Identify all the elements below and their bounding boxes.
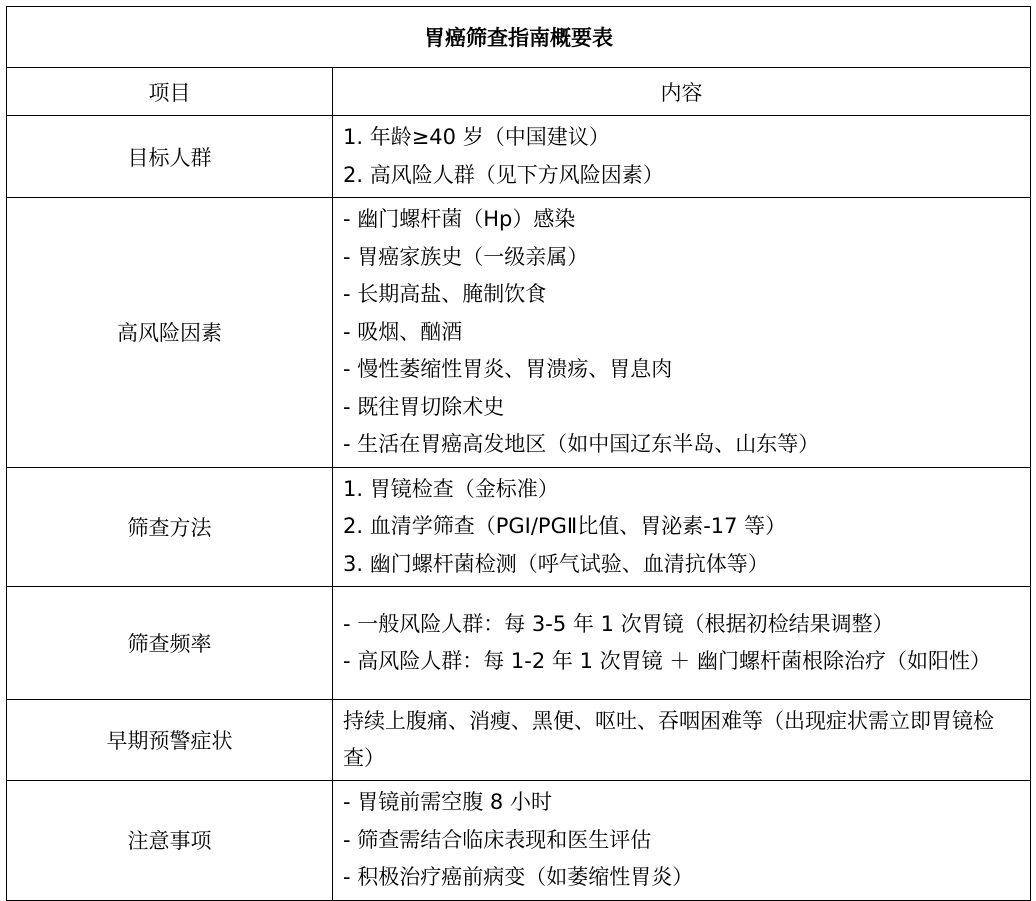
header-content: 内容: [333, 68, 1031, 116]
row-content: [333, 700, 1031, 781]
row-item-label: 目标人群: [7, 116, 333, 198]
content-line: - 筛查需结合临床表现和医生评估: [343, 827, 652, 852]
row-content: [333, 116, 1031, 198]
row-content: [333, 198, 1031, 468]
content-line: - 慢性萎缩性胃炎、胃溃疡、胃息肉: [343, 357, 673, 381]
content-line: - 幽门螺杆菌（Hp）感染: [343, 207, 576, 231]
content-line: - 吸烟、酗酒: [343, 319, 463, 344]
content-line: - 长期高盐、腌制饮食: [343, 282, 547, 306]
content-line: 3. 幽门螺杆菌检测（呼气试验、血清抗体等）: [343, 551, 769, 576]
row-content: [333, 587, 1031, 700]
table-title: 胃癌筛查指南概要表: [7, 7, 1031, 68]
content-line: - 既往胃切除术史: [343, 394, 505, 419]
table-row-screening-methods: [7, 467, 1031, 587]
content-line: - 积极治疗癌前病变（如萎缩性胃炎）: [343, 865, 694, 889]
table-row-target-population: [7, 116, 1031, 198]
content-line: 1. 胃镜检查（金标准）: [343, 476, 559, 501]
row-item-label: 高风险因素: [7, 198, 333, 468]
header-row: [7, 68, 1031, 116]
table-row-precautions: [7, 781, 1031, 901]
content-line: 2. 血清学筛查（PGⅠ/PGⅡ比值、胃泌素-17 等）: [343, 514, 787, 538]
content-line: - 高风险人群：每 1-2 年 1 次胃镜 ＋ 幽门螺杆菌根除治疗（如阳性）: [343, 649, 991, 674]
row-content: [333, 781, 1031, 901]
table-row-screening-frequency: [7, 587, 1031, 700]
header-item: 项目: [7, 68, 333, 116]
row-item-label: 筛查频率: [7, 587, 333, 700]
content-line: - 生活在胃癌高发地区（如中国辽东半岛、山东等）: [343, 432, 820, 456]
row-item-label: 早期预警症状: [7, 700, 333, 781]
table-row-warning-symptoms: [7, 700, 1031, 781]
content-line: 持续上腹痛、消瘦、黑便、呕吐、吞咽困难等（出现症状需立即胃镜检查）: [343, 709, 994, 770]
content-line: 1. 年龄≥40 岁（中国建议）: [343, 125, 610, 149]
row-content: [333, 467, 1031, 587]
row-item-label: 筛查方法: [7, 467, 333, 587]
content-line: - 一般风险人群：每 3-5 年 1 次胃镜（根据初检结果调整）: [343, 611, 894, 636]
table-row-risk-factors: [7, 198, 1031, 468]
content-line: 2. 高风险人群（见下方风险因素）: [343, 162, 664, 187]
row-item-label: 注意事项: [7, 781, 333, 901]
guideline-table: [6, 6, 1031, 901]
content-line: - 胃镜前需空腹 8 小时: [343, 790, 552, 814]
content-line: - 胃癌家族史（一级亲属）: [343, 244, 589, 269]
title-row: [7, 7, 1031, 68]
